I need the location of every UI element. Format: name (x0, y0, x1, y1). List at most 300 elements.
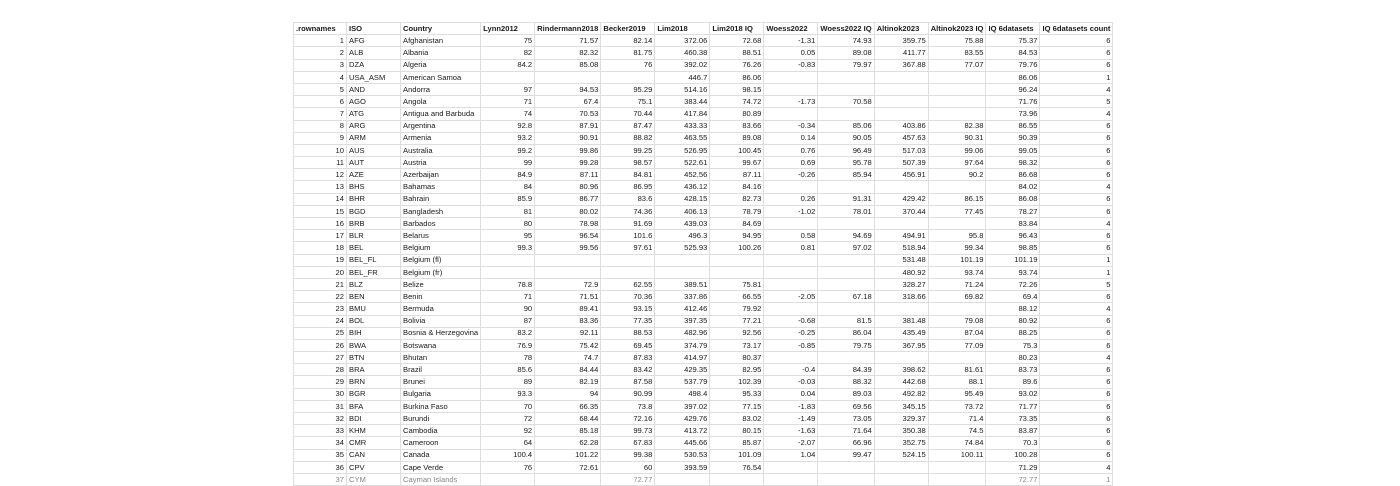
table-cell[interactable]: 99.05 (986, 144, 1040, 156)
table-cell[interactable]: 370.44 (874, 205, 928, 217)
table-cell[interactable]: 70.58 (818, 96, 874, 108)
table-cell[interactable] (764, 278, 818, 290)
table-cell[interactable]: BGD (347, 205, 401, 217)
table-cell[interactable]: 85.6 (481, 364, 535, 376)
table-cell[interactable]: 89.41 (535, 303, 601, 315)
table-cell[interactable]: AND (347, 83, 401, 95)
row-index-cell[interactable]: 35 (294, 449, 347, 461)
row-index-cell[interactable]: 36 (294, 461, 347, 473)
table-cell[interactable]: Angola (401, 96, 481, 108)
row-index-cell[interactable]: 28 (294, 364, 347, 376)
table-cell[interactable]: 517.03 (874, 144, 928, 156)
table-cell[interactable]: 6 (1040, 327, 1113, 339)
table-cell[interactable]: 87.11 (535, 169, 601, 181)
table-cell[interactable]: 90 (481, 303, 535, 315)
table-cell[interactable]: 99.38 (601, 449, 655, 461)
table-cell[interactable]: 71.51 (535, 291, 601, 303)
table-cell[interactable] (928, 181, 986, 193)
table-cell[interactable]: 72 (481, 413, 535, 425)
table-cell[interactable]: 318.66 (874, 291, 928, 303)
table-cell[interactable]: 392.02 (655, 59, 710, 71)
table-cell[interactable]: ATG (347, 108, 401, 120)
table-cell[interactable]: Belgium (401, 242, 481, 254)
row-index-cell[interactable]: 5 (294, 83, 347, 95)
table-cell[interactable]: 73.8 (601, 400, 655, 412)
table-cell[interactable] (764, 181, 818, 193)
table-cell[interactable] (481, 71, 535, 83)
table-cell[interactable]: 403.86 (874, 120, 928, 132)
table-cell[interactable]: 6 (1040, 205, 1113, 217)
column-header[interactable]: Lim2018 (655, 23, 710, 35)
table-cell[interactable]: Bangladesh (401, 205, 481, 217)
table-cell[interactable] (535, 71, 601, 83)
table-cell[interactable]: 80.92 (986, 315, 1040, 327)
table-cell[interactable] (710, 254, 764, 266)
table-cell[interactable] (655, 473, 710, 485)
table-cell[interactable]: 4 (1040, 181, 1113, 193)
table-cell[interactable]: 87.83 (601, 352, 655, 364)
column-header[interactable]: Woess2022 (764, 23, 818, 35)
table-cell[interactable]: BHR (347, 193, 401, 205)
table-cell[interactable]: -0.85 (764, 339, 818, 351)
table-cell[interactable]: BDI (347, 413, 401, 425)
table-cell[interactable]: Bahamas (401, 181, 481, 193)
table-cell[interactable]: 95.33 (710, 388, 764, 400)
table-cell[interactable]: 6 (1040, 291, 1113, 303)
table-cell[interactable]: Bulgaria (401, 388, 481, 400)
table-cell[interactable] (928, 108, 986, 120)
table-cell[interactable]: BFA (347, 400, 401, 412)
table-cell[interactable]: 73.72 (928, 400, 986, 412)
table-cell[interactable]: 87.47 (601, 120, 655, 132)
table-cell[interactable]: 85.87 (710, 437, 764, 449)
table-cell[interactable]: 389.51 (655, 278, 710, 290)
table-cell[interactable]: 74.36 (601, 205, 655, 217)
row-index-cell[interactable]: 6 (294, 96, 347, 108)
table-cell[interactable] (928, 303, 986, 315)
table-cell[interactable]: 417.84 (655, 108, 710, 120)
table-cell[interactable]: 77.35 (601, 315, 655, 327)
row-index-cell[interactable]: 9 (294, 132, 347, 144)
table-cell[interactable]: Belgium (fl) (401, 254, 481, 266)
table-cell[interactable]: 6 (1040, 35, 1113, 47)
table-cell[interactable]: 413.72 (655, 425, 710, 437)
table-cell[interactable]: 78.98 (535, 218, 601, 230)
table-cell[interactable]: AUT (347, 157, 401, 169)
table-cell[interactable]: 78.01 (818, 205, 874, 217)
table-cell[interactable]: 69.56 (818, 400, 874, 412)
table-cell[interactable]: 414.97 (655, 352, 710, 364)
table-cell[interactable]: 90.99 (601, 388, 655, 400)
table-cell[interactable] (818, 108, 874, 120)
table-cell[interactable]: 0.76 (764, 144, 818, 156)
table-cell[interactable]: 96.24 (986, 83, 1040, 95)
table-cell[interactable]: 6 (1040, 169, 1113, 181)
table-cell[interactable] (874, 218, 928, 230)
table-cell[interactable]: 90.31 (928, 132, 986, 144)
table-cell[interactable]: Bermuda (401, 303, 481, 315)
table-cell[interactable]: 84.2 (481, 59, 535, 71)
table-cell[interactable]: 60 (601, 461, 655, 473)
table-cell[interactable] (535, 473, 601, 485)
table-cell[interactable]: 100.45 (710, 144, 764, 156)
table-cell[interactable]: 429.76 (655, 413, 710, 425)
table-cell[interactable]: Algeria (401, 59, 481, 71)
row-index-cell[interactable]: 25 (294, 327, 347, 339)
table-cell[interactable]: 522.61 (655, 157, 710, 169)
table-cell[interactable]: 86.04 (818, 327, 874, 339)
table-cell[interactable]: 79.75 (818, 339, 874, 351)
row-index-cell[interactable]: 29 (294, 376, 347, 388)
table-cell[interactable]: 88.53 (601, 327, 655, 339)
table-cell[interactable]: BMU (347, 303, 401, 315)
table-cell[interactable]: 83.2 (481, 327, 535, 339)
table-cell[interactable]: 439.03 (655, 218, 710, 230)
table-cell[interactable] (535, 266, 601, 278)
table-cell[interactable]: 86.95 (601, 181, 655, 193)
table-cell[interactable]: 71.64 (818, 425, 874, 437)
table-cell[interactable]: 87.11 (710, 169, 764, 181)
row-index-cell[interactable]: 27 (294, 352, 347, 364)
table-cell[interactable] (818, 473, 874, 485)
table-cell[interactable]: 93.02 (986, 388, 1040, 400)
table-cell[interactable]: 83.55 (928, 47, 986, 59)
table-cell[interactable]: 498.4 (655, 388, 710, 400)
table-cell[interactable]: 93.15 (601, 303, 655, 315)
table-cell[interactable]: 83.36 (535, 315, 601, 327)
table-cell[interactable]: Belize (401, 278, 481, 290)
table-cell[interactable]: 452.56 (655, 169, 710, 181)
table-cell[interactable]: 84.44 (535, 364, 601, 376)
table-cell[interactable]: 82.19 (535, 376, 601, 388)
table-cell[interactable]: 85.18 (535, 425, 601, 437)
table-cell[interactable]: 72.9 (535, 278, 601, 290)
table-cell[interactable]: 71.57 (535, 35, 601, 47)
table-cell[interactable]: 0.69 (764, 157, 818, 169)
table-cell[interactable]: 70.53 (535, 108, 601, 120)
table-cell[interactable]: 92 (481, 425, 535, 437)
table-cell[interactable]: 6 (1040, 59, 1113, 71)
table-cell[interactable]: -0.34 (764, 120, 818, 132)
table-cell[interactable]: 457.63 (874, 132, 928, 144)
table-cell[interactable]: 82.32 (535, 47, 601, 59)
table-cell[interactable]: BEL_FL (347, 254, 401, 266)
table-cell[interactable]: 78.27 (986, 205, 1040, 217)
table-cell[interactable]: 74 (481, 108, 535, 120)
table-cell[interactable]: 85.9 (481, 193, 535, 205)
table-cell[interactable]: 428.15 (655, 193, 710, 205)
table-cell[interactable] (818, 303, 874, 315)
table-cell[interactable]: 72.26 (986, 278, 1040, 290)
column-header[interactable]: Altinok2023 IQ (928, 23, 986, 35)
table-cell[interactable]: Bhutan (401, 352, 481, 364)
table-cell[interactable]: 83.73 (986, 364, 1040, 376)
table-cell[interactable]: BTN (347, 352, 401, 364)
table-cell[interactable]: BEL_FR (347, 266, 401, 278)
table-cell[interactable]: 456.91 (874, 169, 928, 181)
table-cell[interactable]: -0.26 (764, 169, 818, 181)
table-cell[interactable]: Brunei (401, 376, 481, 388)
table-cell[interactable]: 345.15 (874, 400, 928, 412)
table-cell[interactable]: 88.1 (928, 376, 986, 388)
table-cell[interactable] (874, 303, 928, 315)
table-cell[interactable]: 101.6 (601, 230, 655, 242)
table-cell[interactable]: 98.57 (601, 157, 655, 169)
table-cell[interactable]: 5 (1040, 278, 1113, 290)
table-cell[interactable] (874, 108, 928, 120)
table-cell[interactable]: 90.39 (986, 132, 1040, 144)
table-cell[interactable]: Brazil (401, 364, 481, 376)
table-cell[interactable]: Antigua and Barbuda (401, 108, 481, 120)
table-cell[interactable]: 92.56 (710, 327, 764, 339)
table-cell[interactable]: 81.5 (818, 315, 874, 327)
table-cell[interactable]: 100.26 (710, 242, 764, 254)
table-cell[interactable]: 80.96 (535, 181, 601, 193)
table-cell[interactable]: 6 (1040, 230, 1113, 242)
table-cell[interactable]: -1.83 (764, 400, 818, 412)
table-cell[interactable] (928, 96, 986, 108)
table-cell[interactable]: 86.68 (986, 169, 1040, 181)
table-cell[interactable]: 367.88 (874, 59, 928, 71)
table-cell[interactable]: 80 (481, 218, 535, 230)
table-cell[interactable]: 87.04 (928, 327, 986, 339)
table-cell[interactable]: 97.64 (928, 157, 986, 169)
row-index-cell[interactable]: 4 (294, 71, 347, 83)
table-cell[interactable] (818, 278, 874, 290)
row-index-cell[interactable]: 11 (294, 157, 347, 169)
table-cell[interactable]: 397.35 (655, 315, 710, 327)
table-cell[interactable]: 372.06 (655, 35, 710, 47)
table-cell[interactable]: USA_ASM (347, 71, 401, 83)
table-cell[interactable]: 72.77 (601, 473, 655, 485)
table-cell[interactable]: 6 (1040, 242, 1113, 254)
table-cell[interactable]: BLR (347, 230, 401, 242)
table-cell[interactable]: 72.61 (535, 461, 601, 473)
table-cell[interactable]: DZA (347, 59, 401, 71)
table-cell[interactable]: 74.93 (818, 35, 874, 47)
table-cell[interactable]: 100.28 (986, 449, 1040, 461)
table-cell[interactable]: 530.53 (655, 449, 710, 461)
table-cell[interactable]: 94.53 (535, 83, 601, 95)
table-cell[interactable]: 6 (1040, 413, 1113, 425)
table-cell[interactable]: 71.4 (928, 413, 986, 425)
table-cell[interactable]: 97.02 (818, 242, 874, 254)
table-cell[interactable]: 98.32 (986, 157, 1040, 169)
table-cell[interactable]: American Samoa (401, 71, 481, 83)
table-cell[interactable]: 80.02 (535, 205, 601, 217)
table-cell[interactable]: Albania (401, 47, 481, 59)
row-index-cell[interactable]: 20 (294, 266, 347, 278)
table-cell[interactable]: 80.89 (710, 108, 764, 120)
table-cell[interactable]: 84 (481, 181, 535, 193)
table-cell[interactable]: 90.05 (818, 132, 874, 144)
table-cell[interactable]: CAN (347, 449, 401, 461)
table-cell[interactable] (601, 254, 655, 266)
table-cell[interactable]: 88.51 (710, 47, 764, 59)
table-cell[interactable]: 75.42 (535, 339, 601, 351)
row-index-cell[interactable]: 16 (294, 218, 347, 230)
table-cell[interactable] (601, 266, 655, 278)
table-cell[interactable]: 66.55 (710, 291, 764, 303)
table-cell[interactable]: 494.91 (874, 230, 928, 242)
table-cell[interactable]: 75.37 (986, 35, 1040, 47)
table-cell[interactable] (818, 181, 874, 193)
table-cell[interactable]: -2.05 (764, 291, 818, 303)
table-cell[interactable]: 81 (481, 205, 535, 217)
table-cell[interactable]: Burkina Faso (401, 400, 481, 412)
table-cell[interactable]: 0.05 (764, 47, 818, 59)
table-cell[interactable]: 72.16 (601, 413, 655, 425)
table-cell[interactable]: Cayman Islands (401, 473, 481, 485)
table-cell[interactable]: 411.77 (874, 47, 928, 59)
column-header[interactable]: IQ 6datasets count (1040, 23, 1113, 35)
table-cell[interactable]: 4 (1040, 218, 1113, 230)
table-cell[interactable]: 6 (1040, 144, 1113, 156)
table-cell[interactable]: 84.02 (986, 181, 1040, 193)
table-cell[interactable]: 463.55 (655, 132, 710, 144)
table-cell[interactable]: 62.55 (601, 278, 655, 290)
table-cell[interactable] (928, 461, 986, 473)
table-cell[interactable] (874, 461, 928, 473)
table-cell[interactable] (764, 266, 818, 278)
table-cell[interactable]: 531.48 (874, 254, 928, 266)
table-cell[interactable]: 99 (481, 157, 535, 169)
table-cell[interactable]: 93.74 (928, 266, 986, 278)
table-cell[interactable]: 82.95 (710, 364, 764, 376)
table-cell[interactable]: AZE (347, 169, 401, 181)
table-cell[interactable]: CPV (347, 461, 401, 473)
table-cell[interactable]: 71 (481, 291, 535, 303)
table-cell[interactable]: 83.02 (710, 413, 764, 425)
table-cell[interactable]: BRA (347, 364, 401, 376)
table-cell[interactable]: Belarus (401, 230, 481, 242)
table-cell[interactable]: 0.04 (764, 388, 818, 400)
table-cell[interactable]: 89.6 (986, 376, 1040, 388)
table-cell[interactable]: 97 (481, 83, 535, 95)
table-cell[interactable]: 6 (1040, 388, 1113, 400)
table-cell[interactable]: 77.21 (710, 315, 764, 327)
table-cell[interactable]: 492.82 (874, 388, 928, 400)
table-cell[interactable]: 537.79 (655, 376, 710, 388)
table-cell[interactable]: 86.55 (986, 120, 1040, 132)
table-cell[interactable]: 66.96 (818, 437, 874, 449)
table-cell[interactable]: 6 (1040, 132, 1113, 144)
row-index-cell[interactable]: 2 (294, 47, 347, 59)
table-cell[interactable]: 435.49 (874, 327, 928, 339)
table-cell[interactable]: 0.14 (764, 132, 818, 144)
table-cell[interactable]: 87.58 (601, 376, 655, 388)
table-cell[interactable] (710, 473, 764, 485)
table-cell[interactable]: 71.29 (986, 461, 1040, 473)
table-cell[interactable]: 99.2 (481, 144, 535, 156)
table-cell[interactable]: Bolivia (401, 315, 481, 327)
table-cell[interactable]: 83.6 (601, 193, 655, 205)
table-cell[interactable] (764, 218, 818, 230)
table-cell[interactable]: -1.73 (764, 96, 818, 108)
table-cell[interactable]: 6 (1040, 120, 1113, 132)
table-cell[interactable]: 72.77 (986, 473, 1040, 485)
table-cell[interactable]: 74.84 (928, 437, 986, 449)
table-cell[interactable]: 90.91 (535, 132, 601, 144)
table-cell[interactable]: 71.24 (928, 278, 986, 290)
table-cell[interactable]: Bahrain (401, 193, 481, 205)
table-cell[interactable]: 99.28 (535, 157, 601, 169)
table-cell[interactable]: 393.59 (655, 461, 710, 473)
table-cell[interactable]: 71 (481, 96, 535, 108)
table-cell[interactable]: 84.16 (710, 181, 764, 193)
table-cell[interactable]: 91.31 (818, 193, 874, 205)
table-cell[interactable]: 6 (1040, 339, 1113, 351)
row-index-cell[interactable]: 32 (294, 413, 347, 425)
row-index-cell[interactable]: 21 (294, 278, 347, 290)
table-cell[interactable]: 96.49 (818, 144, 874, 156)
row-index-cell[interactable]: 1 (294, 35, 347, 47)
table-cell[interactable]: 6 (1040, 315, 1113, 327)
row-index-cell[interactable]: 7 (294, 108, 347, 120)
row-index-cell[interactable]: 10 (294, 144, 347, 156)
table-cell[interactable]: 71.76 (986, 96, 1040, 108)
table-cell[interactable]: 442.68 (874, 376, 928, 388)
table-cell[interactable]: 75.88 (928, 35, 986, 47)
table-cell[interactable]: Burundi (401, 413, 481, 425)
table-cell[interactable]: 75 (481, 35, 535, 47)
table-cell[interactable]: Afghanistan (401, 35, 481, 47)
table-cell[interactable]: 6 (1040, 47, 1113, 59)
table-cell[interactable]: 514.16 (655, 83, 710, 95)
table-cell[interactable]: 1 (1040, 254, 1113, 266)
table-cell[interactable]: 98.15 (710, 83, 764, 95)
table-cell[interactable] (535, 254, 601, 266)
table-cell[interactable]: Andorra (401, 83, 481, 95)
table-cell[interactable]: 80.23 (986, 352, 1040, 364)
table-cell[interactable]: 397.02 (655, 400, 710, 412)
row-index-cell[interactable]: 12 (294, 169, 347, 181)
row-index-cell[interactable]: 31 (294, 400, 347, 412)
table-cell[interactable]: 77.07 (928, 59, 986, 71)
table-cell[interactable]: 359.75 (874, 35, 928, 47)
table-cell[interactable]: 93.2 (481, 132, 535, 144)
table-cell[interactable]: BRN (347, 376, 401, 388)
table-cell[interactable]: Armenia (401, 132, 481, 144)
table-cell[interactable] (764, 352, 818, 364)
table-cell[interactable]: 89 (481, 376, 535, 388)
table-cell[interactable]: 82.38 (928, 120, 986, 132)
table-cell[interactable] (818, 83, 874, 95)
table-cell[interactable]: 460.38 (655, 47, 710, 59)
table-cell[interactable]: 67.18 (818, 291, 874, 303)
table-cell[interactable] (655, 254, 710, 266)
table-cell[interactable]: 76 (481, 461, 535, 473)
table-cell[interactable] (874, 96, 928, 108)
table-cell[interactable]: 76 (601, 59, 655, 71)
table-cell[interactable]: Australia (401, 144, 481, 156)
table-cell[interactable]: 79.97 (818, 59, 874, 71)
table-cell[interactable] (481, 266, 535, 278)
table-cell[interactable]: 329.37 (874, 413, 928, 425)
table-cell[interactable] (874, 83, 928, 95)
table-cell[interactable] (764, 108, 818, 120)
table-cell[interactable]: 79.92 (710, 303, 764, 315)
table-cell[interactable]: 383.44 (655, 96, 710, 108)
row-index-cell[interactable]: 15 (294, 205, 347, 217)
table-cell[interactable] (601, 71, 655, 83)
table-cell[interactable]: 446.7 (655, 71, 710, 83)
table-cell[interactable]: KHM (347, 425, 401, 437)
table-cell[interactable]: 71.77 (986, 400, 1040, 412)
table-cell[interactable]: 69.82 (928, 291, 986, 303)
table-cell[interactable]: Cape Verde (401, 461, 481, 473)
table-cell[interactable]: 86.08 (986, 193, 1040, 205)
